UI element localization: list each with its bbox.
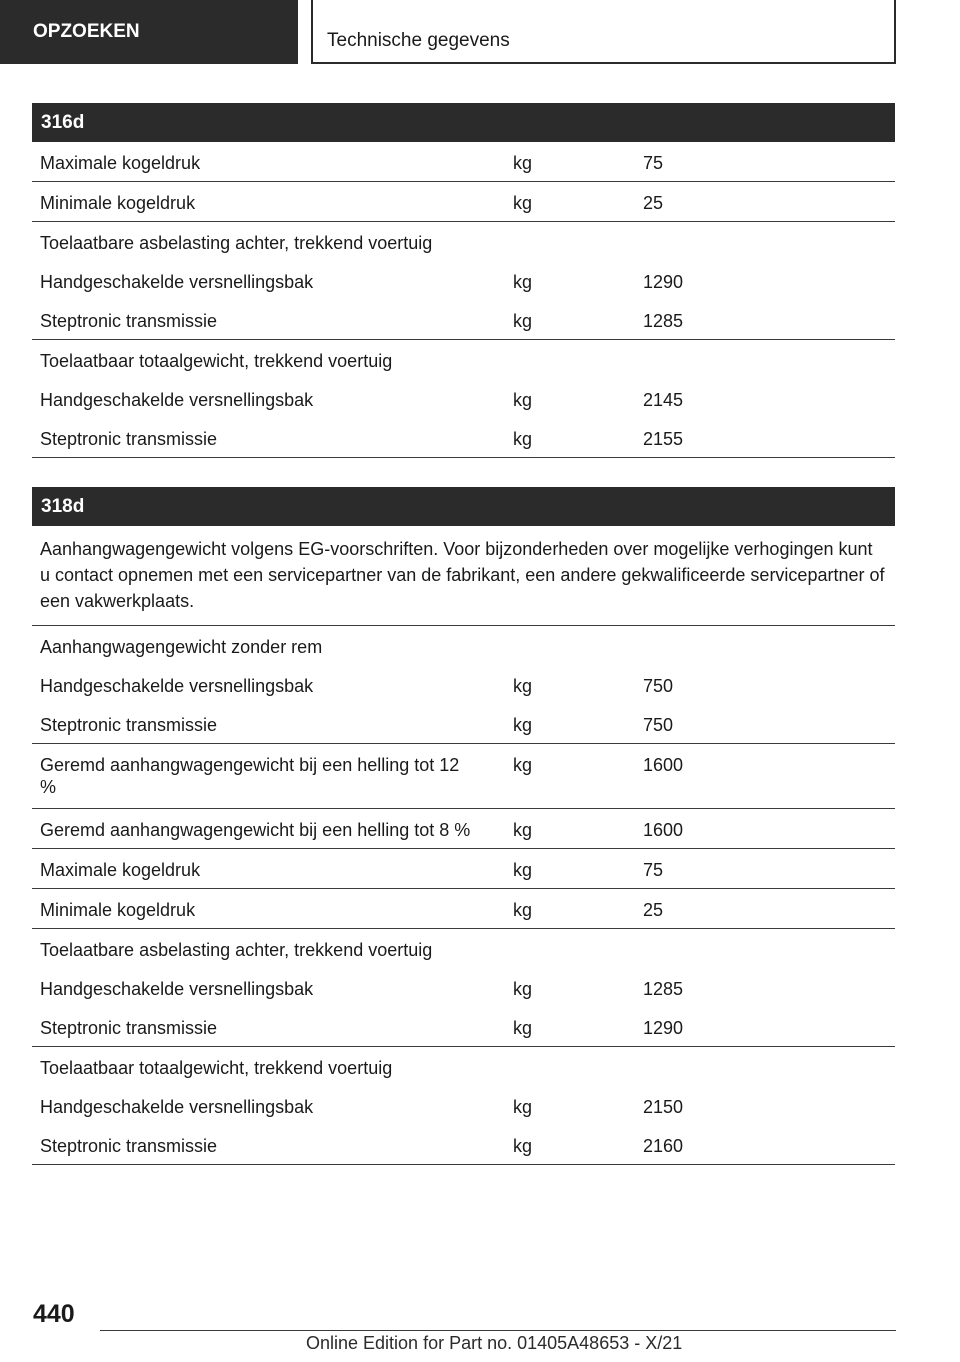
table-row — [32, 1086, 895, 1125]
row-label: Steptronic transmissie — [40, 715, 218, 735]
row-value: 1290 — [643, 272, 684, 292]
row-value: 1290 — [643, 1018, 684, 1038]
table-row — [32, 744, 895, 809]
table-row — [32, 809, 895, 849]
table-row — [32, 1047, 895, 1086]
row-unit: kg — [513, 193, 533, 213]
table-row — [32, 1007, 895, 1047]
row-unit: kg — [513, 755, 533, 775]
section-label: OPZOEKEN — [0, 0, 298, 64]
row-label: Maximale kogeldruk — [40, 153, 201, 173]
row-unit: kg — [513, 860, 533, 880]
row-label: Maximale kogeldruk — [40, 860, 201, 880]
row-label: Handgeschakelde versnellingsbak — [40, 272, 314, 292]
row-value: 25 — [643, 193, 664, 213]
page-number: 440 — [33, 1300, 75, 1328]
row-value: 2150 — [643, 1097, 684, 1117]
footer-divider — [100, 1330, 896, 1331]
table-row — [32, 1125, 895, 1165]
page-header — [0, 0, 960, 66]
row-value: 1600 — [643, 820, 684, 840]
row-label: Toelaatbaar totaalgewicht, trekkend voertuig — [40, 351, 393, 371]
table-row — [32, 261, 895, 300]
table-row — [32, 300, 895, 340]
row-unit: kg — [513, 676, 533, 696]
row-label: Steptronic transmissie — [40, 1018, 218, 1038]
row-unit: kg — [513, 1097, 533, 1117]
row-unit: kg — [513, 1018, 533, 1038]
row-label: Handgeschakelde versnellingsbak — [40, 390, 314, 410]
row-label: Steptronic transmissie — [40, 1136, 218, 1156]
row-label: Minimale kogeldruk — [40, 193, 196, 213]
row-label: Geremd aanhangwagengewicht bij een helling tot 12 % — [40, 755, 460, 797]
table-row — [32, 626, 895, 665]
row-label: Toelaatbaar totaalgewicht, trekkend voertuig — [40, 1058, 393, 1078]
table-row — [32, 704, 895, 744]
row-value: 2160 — [643, 1136, 684, 1156]
table-title-318d: 318d — [32, 487, 895, 526]
intro-paragraph: Aanhangwagengewicht volgens EG-voorschriften. Voor bijzonderheden over mogelijke verhogingen kunt u contact opnemen met een servicepartner van de fabrikant, een andere gekwalificeerde servicepartner of een vakwerkplaats. — [32, 526, 895, 626]
row-value: 750 — [643, 676, 674, 696]
row-unit: kg — [513, 979, 533, 999]
row-value: 2145 — [643, 390, 684, 410]
row-label: Toelaatbare asbelasting achter, trekkend voertuig — [40, 940, 433, 960]
row-label: Handgeschakelde versnellingsbak — [40, 676, 314, 696]
row-label: Handgeschakelde versnellingsbak — [40, 1097, 314, 1117]
table-row — [32, 340, 895, 379]
table-row — [32, 379, 895, 418]
table-318d — [32, 487, 895, 1165]
row-value: 75 — [643, 860, 664, 880]
table-row — [32, 849, 895, 889]
row-value: 25 — [643, 900, 664, 920]
row-unit: kg — [513, 900, 533, 920]
row-value: 2155 — [643, 429, 684, 449]
row-unit: kg — [513, 820, 533, 840]
row-unit: kg — [513, 429, 533, 449]
row-label: Aanhangwagengewicht zonder rem — [40, 637, 323, 657]
row-label: Geremd aanhangwagengewicht bij een helling tot 8 % — [40, 820, 471, 840]
row-label: Toelaatbare asbelasting achter, trekkend voertuig — [40, 233, 433, 253]
row-label: Steptronic transmissie — [40, 429, 218, 449]
table-316d — [32, 103, 895, 458]
footer-edition: Online Edition for Part no. 01405A48653 - X/21 — [306, 1333, 683, 1353]
row-value: 75 — [643, 153, 664, 173]
row-unit: kg — [513, 1136, 533, 1156]
table-title-316d: 316d — [32, 103, 895, 142]
table-row — [32, 182, 895, 222]
row-value: 1285 — [643, 979, 684, 999]
row-unit: kg — [513, 311, 533, 331]
row-value: 750 — [643, 715, 674, 735]
table-row — [32, 418, 895, 458]
table-row — [32, 889, 895, 929]
table-row — [32, 929, 895, 968]
table-row — [32, 222, 895, 261]
table-row — [32, 968, 895, 1007]
row-unit: kg — [513, 390, 533, 410]
row-label: Minimale kogeldruk — [40, 900, 196, 920]
row-value: 1600 — [643, 755, 684, 775]
row-label: Steptronic transmissie — [40, 311, 218, 331]
chapter-title: Technische gegevens — [311, 0, 896, 64]
row-label: Handgeschakelde versnellingsbak — [40, 979, 314, 999]
row-unit: kg — [513, 715, 533, 735]
row-unit: kg — [513, 272, 533, 292]
table-row — [32, 142, 895, 182]
row-unit: kg — [513, 153, 533, 173]
row-value: 1285 — [643, 311, 684, 331]
table-row — [32, 665, 895, 704]
